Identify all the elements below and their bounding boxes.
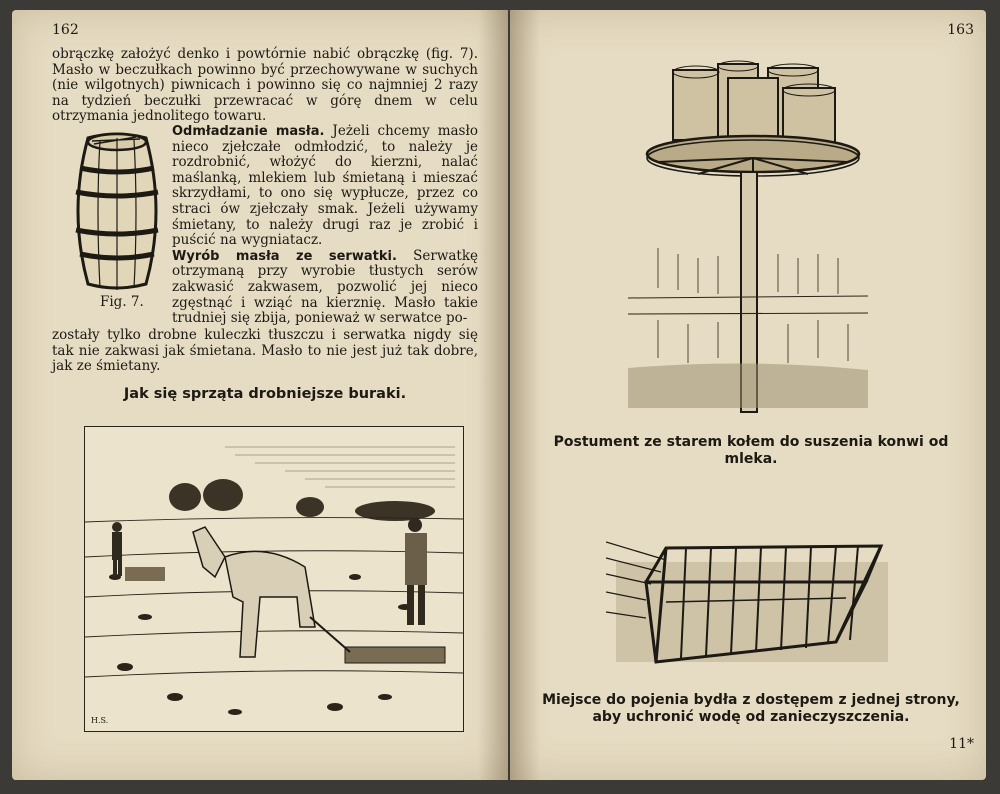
printer-signature-mark: 11*: [949, 736, 974, 752]
section-text: Serwatkę otrzymaną przy wyrobie tłustych serów zakwasić zakwasem, pozwolić jej nieco zgęstnąć i wziąć na kierznię. Masło takie trudniej się zbija, ponieważ w serwatce po-: [172, 247, 479, 327]
page-number-left: 162: [52, 22, 79, 38]
section-heading: Odmładzanie masła.: [172, 124, 325, 139]
milk-can-drying-stand-illustration: [618, 58, 868, 420]
cattle-watering-place-illustration: [606, 522, 898, 674]
section-title: Jak się sprząta drobniejsze buraki.: [123, 386, 407, 402]
paragraph-text: obrączkę założyć denko i powtórnie nabić obrączkę (fig. 7). Masło w beczułkach powinno być przechowywane w suchych (nie wilgotnych) piwnicach i powinno się co najmniej 2 razy na tydzień beczułki przewracać w górę dnem w celu otrzymania jednolitego towaru.: [52, 46, 478, 125]
section-odmladzanie: [172, 124, 478, 249]
section-text: Jeżeli chcemy masło nieco zjełczałe odmłodzić, to należy je rozdrobnić, włożyć do kierzni, nalać maślanką, mlekiem lub śmietaną i mieszać skrzydłami, to ono się wypłucze, przez co straci ów zjełczały smak. Jeżeli używamy śmietany, to należy drugi raz je zrobić i puścić na wygniatacz.: [172, 123, 478, 249]
beet-harvest-engraving: [84, 426, 464, 732]
figure-label: Fig. 7.: [100, 294, 144, 310]
paragraph-text: zostały tylko drobne kuleczki tłuszczu i serwatka nigdy się tak nie zakwasi jak śmietana. Masło to nie jest już tak dobre, jak ze śmietany.: [52, 327, 478, 375]
caption-watering-place: Miejsce do pojenia bydła z dostępem z jednej strony, aby uchronić wodę od zanieczyszczenia.: [542, 692, 960, 725]
section-wyrob: [172, 249, 478, 327]
engraving-signature: H.S.: [91, 716, 109, 725]
gutter-shadow: [478, 10, 508, 780]
barrel-figure: [70, 130, 164, 292]
page-number-right: 163: [947, 22, 974, 38]
caption-drying-stand: Postument ze starem kołem do suszenia konwi od mleka.: [553, 434, 949, 467]
paragraph-intro: [52, 47, 478, 125]
section-heading: Wyrób masła ze serwatki.: [172, 248, 397, 264]
wrapped-text-block: [172, 124, 478, 327]
gutter-shadow: [510, 10, 540, 780]
paragraph-continued: [52, 328, 478, 375]
